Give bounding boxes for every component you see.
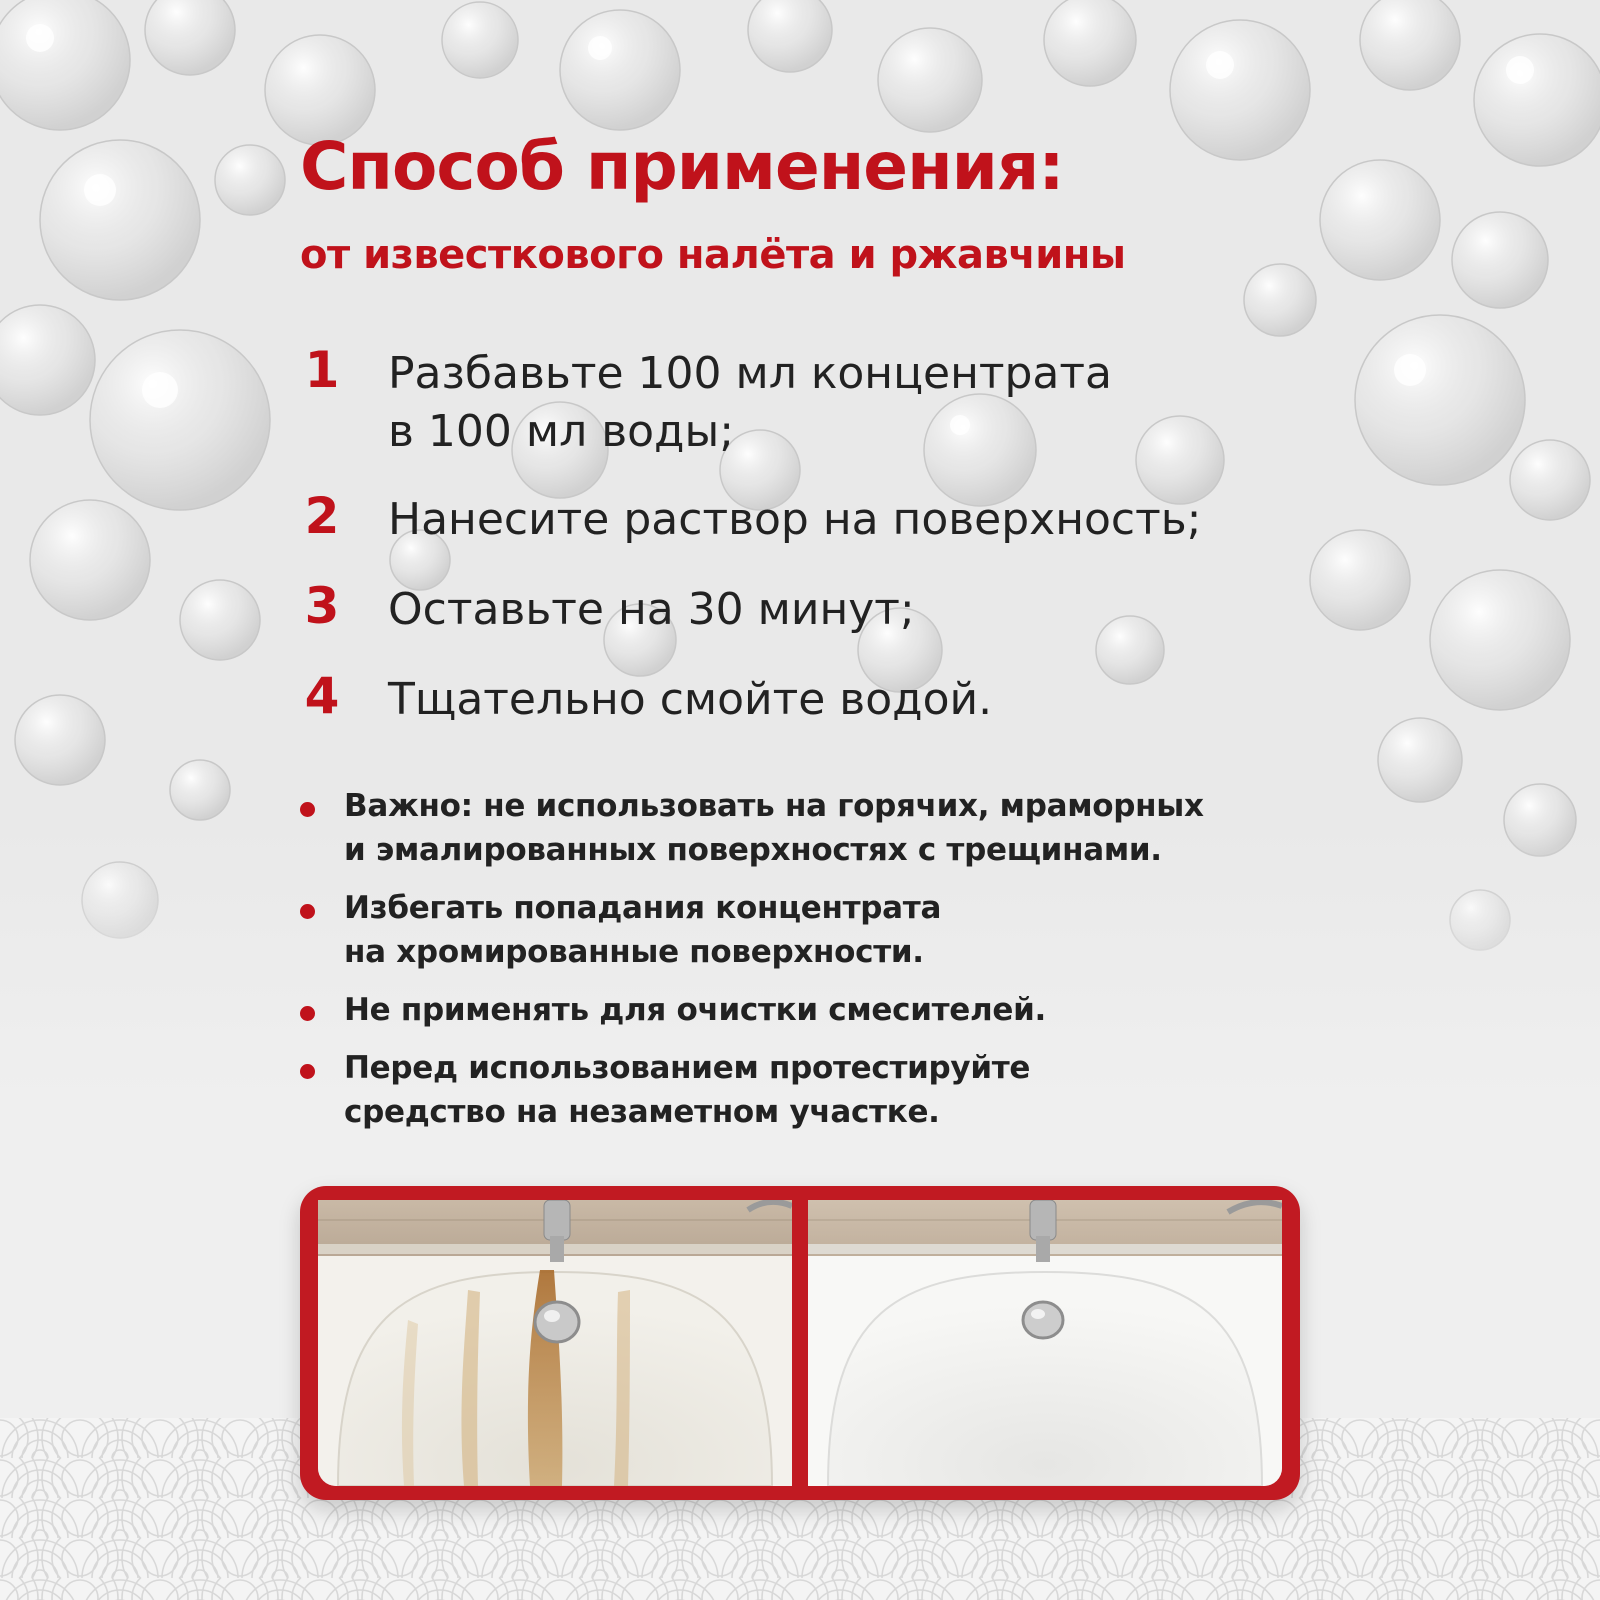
bullet-icon xyxy=(300,1006,315,1021)
before-after-comparison xyxy=(300,1186,1300,1500)
page-subtitle: от известкового налёта и ржавчины xyxy=(300,232,1126,278)
before-photo xyxy=(318,1200,792,1486)
step-number: 3 xyxy=(304,577,340,635)
step-text-line: Тщательно смойте водой. xyxy=(388,674,993,725)
note-text xyxy=(344,886,1304,974)
step-text-line: Нанесите раствор на поверхность; xyxy=(388,494,1202,545)
note-prefix: Важно: xyxy=(344,788,473,824)
note-text-line: и эмалированных поверхностях с трещинами. xyxy=(344,832,1162,868)
note-text-line: на хромированные поверхности. xyxy=(344,934,924,970)
note-text xyxy=(344,784,1304,872)
step-text-line: в 100 мл воды; xyxy=(388,406,735,457)
page-title: Способ применения: xyxy=(300,128,1064,205)
bullet-icon xyxy=(300,1064,315,1079)
note-text-line: не использовать на горячих, мраморных xyxy=(472,788,1204,824)
step-text-line: Оставьте на 30 минут; xyxy=(388,584,915,635)
after-photo xyxy=(808,1200,1282,1486)
bullet-icon xyxy=(300,904,315,919)
step-number: 2 xyxy=(304,487,340,545)
note-text xyxy=(344,1046,1304,1134)
step-number: 1 xyxy=(304,341,340,399)
note-text xyxy=(344,988,1304,1032)
step-number: 4 xyxy=(304,667,340,725)
bullet-icon xyxy=(300,802,315,817)
note-text-line: Избегать попадания концентрата xyxy=(344,890,942,926)
note-text-line: Перед использованием протестируйте xyxy=(344,1050,1031,1086)
step-text-line: Разбавьте 100 мл концентрата xyxy=(388,348,1112,399)
note-text-line: средство на незаметном участке. xyxy=(344,1094,940,1130)
note-text-line: Не применять для очистки смесителей. xyxy=(344,992,1047,1028)
